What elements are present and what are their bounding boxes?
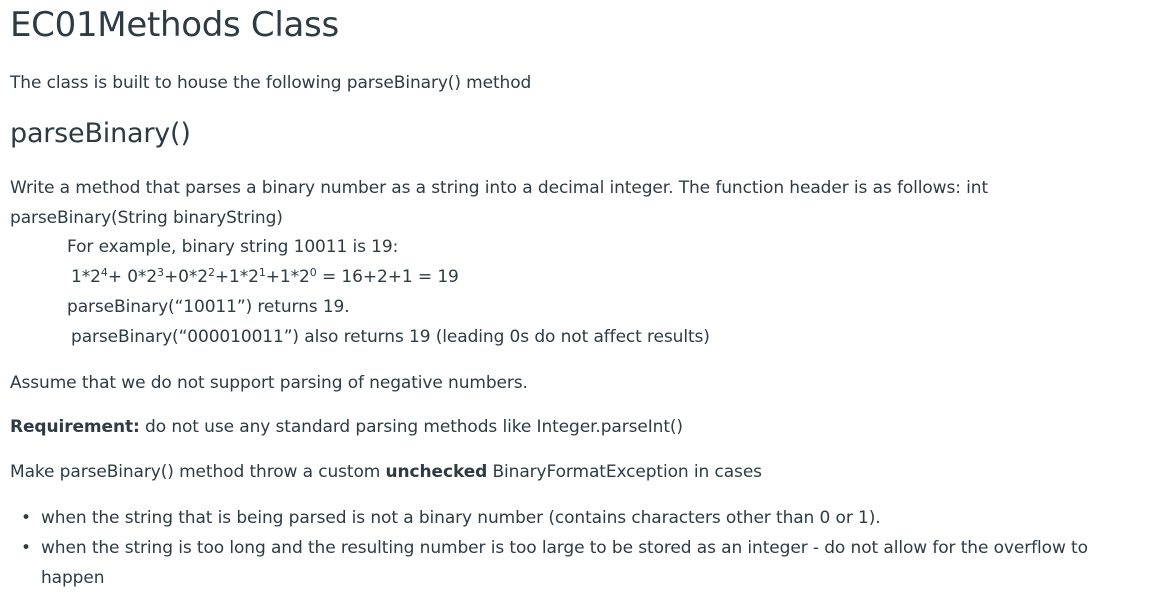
example-intro: For example, binary string 10011 is 19:: [67, 237, 399, 257]
bullet-icon: •: [21, 508, 31, 528]
unchecked-emphasis: unchecked: [385, 462, 488, 482]
requirement-text: Requirement: do not use any standard parsing methods like Integer.parseInt(): [10, 417, 683, 437]
example-returns: parseBinary(“10011”) returns 19.: [67, 297, 350, 317]
bullet-icon: •: [21, 538, 31, 558]
example-leading-zeros: parseBinary(“000010011”) also returns 19 (leading 0s do not affect results): [71, 327, 710, 347]
page-title: EC01Methods Class: [10, 5, 339, 45]
list-item: • when the string is too long and the resulting number is too large to be stored as an integer - do not allow for the overflow to happen: [10, 533, 1150, 593]
section-heading: parseBinary(): [10, 118, 191, 149]
description-text: Write a method that parses a binary number as a string into a decimal integer. The function header is as follows: int parseBinary(String binaryString): [10, 178, 989, 228]
example-expansion: $1*2^4+ 0*2^3+0*2^2+1*2^1+1*2^0 = 16+2+1 = 19$: [71, 266, 459, 287]
list-item: • when the string that is being parsed is not a binary number (contains characters other than 0 or 1).: [10, 503, 1150, 533]
assumption-text: Assume that we do not support parsing of negative numbers.: [10, 373, 528, 393]
throw-instruction-text: Make parseBinary() method throw a custom unchecked BinaryFormatException in cases: [10, 462, 762, 482]
intro-text: The class is built to house the following parseBinary() method: [10, 73, 532, 93]
exception-cases-list: [10, 503, 1150, 593]
requirement-label: Requirement:: [10, 417, 140, 437]
